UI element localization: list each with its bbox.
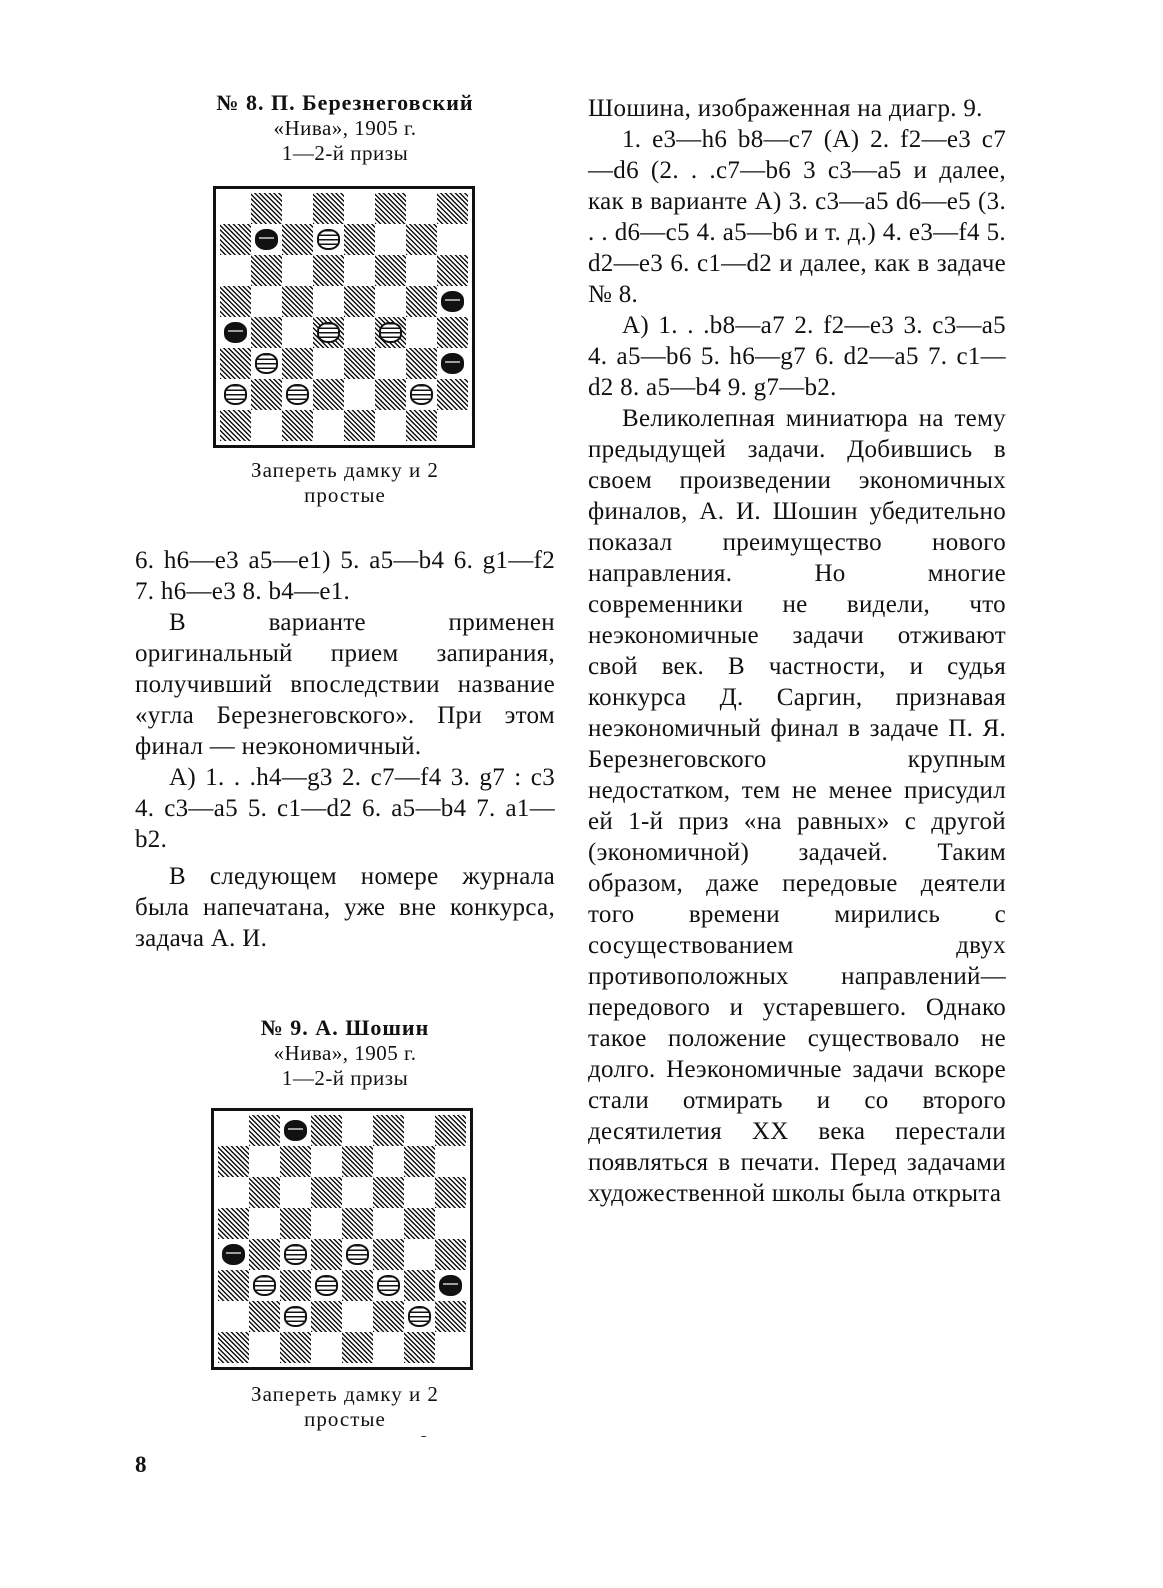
square-g7 — [404, 1146, 435, 1177]
white-checker-f4 — [379, 322, 402, 343]
square-c7 — [282, 224, 313, 255]
square-d5 — [313, 286, 344, 317]
square-e2 — [344, 379, 375, 410]
square-b7 — [251, 224, 282, 255]
square-a3 — [220, 348, 251, 379]
square-f8 — [373, 1115, 404, 1146]
square-f4 — [375, 317, 406, 348]
square-g3 — [404, 1270, 435, 1301]
square-f7 — [375, 224, 406, 255]
square-b7 — [249, 1146, 280, 1177]
square-h8 — [437, 193, 468, 224]
square-a6 — [220, 255, 251, 286]
square-f1 — [373, 1332, 404, 1363]
square-h4 — [437, 317, 468, 348]
page-number: 8 — [135, 1452, 147, 1477]
problem-8-caption-line2: простые — [304, 483, 386, 507]
square-b1 — [251, 410, 282, 441]
problem-9-caption-line1: Запереть дамку и 2 — [251, 1382, 439, 1406]
square-e8 — [342, 1115, 373, 1146]
black-checker-h3 — [439, 1275, 462, 1296]
square-e8 — [344, 193, 375, 224]
square-b4 — [251, 317, 282, 348]
square-d3 — [313, 348, 344, 379]
problem-9-header — [135, 1015, 555, 1091]
print-mark: ˉ — [421, 1433, 427, 1450]
square-e3 — [344, 348, 375, 379]
square-d4 — [313, 317, 344, 348]
square-a7 — [218, 1146, 249, 1177]
square-g6 — [404, 1177, 435, 1208]
square-a3 — [218, 1270, 249, 1301]
square-b6 — [249, 1177, 280, 1208]
square-f8 — [375, 193, 406, 224]
right-paragraph-1: Шошина, изображенная на диагр. 9. — [588, 95, 983, 122]
square-c7 — [280, 1146, 311, 1177]
left-body-text — [135, 545, 555, 954]
square-g1 — [406, 410, 437, 441]
square-d6 — [311, 1177, 342, 1208]
white-checker-a2 — [224, 384, 247, 405]
square-b5 — [249, 1208, 280, 1239]
black-checker-h3 — [441, 353, 464, 374]
square-f1 — [375, 410, 406, 441]
square-c1 — [282, 410, 313, 441]
square-g5 — [406, 286, 437, 317]
problem-9-board — [211, 1108, 473, 1370]
square-a4 — [220, 317, 251, 348]
white-checker-b3 — [253, 1275, 276, 1296]
square-d2 — [313, 379, 344, 410]
square-a1 — [218, 1332, 249, 1363]
problem-8-board — [213, 186, 475, 448]
square-e5 — [342, 1208, 373, 1239]
square-f6 — [373, 1177, 404, 1208]
square-g8 — [404, 1115, 435, 1146]
square-h3 — [437, 348, 468, 379]
square-d8 — [313, 193, 344, 224]
square-e3 — [342, 1270, 373, 1301]
problem-9-caption — [135, 1382, 555, 1432]
square-d8 — [311, 1115, 342, 1146]
right-body-text — [588, 93, 1006, 1209]
square-h1 — [435, 1332, 466, 1363]
square-a6 — [218, 1177, 249, 1208]
square-e1 — [342, 1332, 373, 1363]
square-a5 — [220, 286, 251, 317]
square-h6 — [437, 255, 468, 286]
square-a1 — [220, 410, 251, 441]
white-checker-d7 — [317, 229, 340, 250]
square-d7 — [313, 224, 344, 255]
square-f3 — [373, 1270, 404, 1301]
square-f6 — [375, 255, 406, 286]
square-b4 — [249, 1239, 280, 1270]
square-d1 — [311, 1332, 342, 1363]
square-e7 — [344, 224, 375, 255]
white-checker-g2 — [410, 384, 433, 405]
square-d1 — [313, 410, 344, 441]
square-c3 — [280, 1270, 311, 1301]
square-e4 — [344, 317, 375, 348]
square-f3 — [375, 348, 406, 379]
square-c8 — [282, 193, 313, 224]
square-a7 — [220, 224, 251, 255]
white-checker-g2 — [408, 1306, 431, 1327]
square-e6 — [344, 255, 375, 286]
square-g4 — [406, 317, 437, 348]
problem-9-source: «Нива», 1905 г. — [273, 1041, 417, 1065]
square-e2 — [342, 1301, 373, 1332]
problem-9-caption-line2: простые — [304, 1407, 386, 1431]
square-e1 — [344, 410, 375, 441]
square-c3 — [282, 348, 313, 379]
white-checker-c2 — [284, 1306, 307, 1327]
square-c5 — [282, 286, 313, 317]
square-d3 — [311, 1270, 342, 1301]
square-b2 — [251, 379, 282, 410]
square-h7 — [435, 1146, 466, 1177]
problem-8-header — [135, 90, 555, 166]
square-f2 — [375, 379, 406, 410]
square-e6 — [342, 1177, 373, 1208]
square-d4 — [311, 1239, 342, 1270]
square-c2 — [280, 1301, 311, 1332]
square-g1 — [404, 1332, 435, 1363]
square-a5 — [218, 1208, 249, 1239]
white-checker-d3 — [315, 1275, 338, 1296]
problem-8-source: «Нива», 1905 г. — [273, 116, 417, 140]
square-f2 — [373, 1301, 404, 1332]
square-a4 — [218, 1239, 249, 1270]
left-paragraph-3: А) 1. . .h4—g3 2. c7—f4 3. g7 : c3 4. c3—a5 5. c1—d2 6. a5—b4 7. a1—b2. — [135, 764, 555, 853]
square-b6 — [251, 255, 282, 286]
square-h2 — [437, 379, 468, 410]
problem-8-title: № 8. П. Березнеговский — [216, 90, 474, 115]
square-g7 — [406, 224, 437, 255]
square-c5 — [280, 1208, 311, 1239]
white-checker-d4 — [317, 322, 340, 343]
square-h7 — [437, 224, 468, 255]
square-b8 — [249, 1115, 280, 1146]
square-a2 — [218, 1301, 249, 1332]
left-paragraph-1: 6. h6—e3 a5—e1) 5. a5—b4 6. g1—f2 7. h6—e3 8. b4—e1. — [135, 547, 555, 605]
square-h5 — [435, 1208, 466, 1239]
square-h4 — [435, 1239, 466, 1270]
black-checker-a4 — [224, 322, 247, 343]
black-checker-h5 — [441, 291, 464, 312]
square-b8 — [251, 193, 282, 224]
square-h8 — [435, 1115, 466, 1146]
square-a8 — [220, 193, 251, 224]
square-b3 — [249, 1270, 280, 1301]
problem-8-grid — [220, 193, 468, 441]
square-e5 — [344, 286, 375, 317]
problem-8-caption-line1: Запереть дамку и 2 — [251, 458, 439, 482]
square-g2 — [406, 379, 437, 410]
black-checker-b7 — [255, 229, 278, 250]
square-a8 — [218, 1115, 249, 1146]
square-g8 — [406, 193, 437, 224]
square-g3 — [406, 348, 437, 379]
square-c8 — [280, 1115, 311, 1146]
square-h3 — [435, 1270, 466, 1301]
square-e4 — [342, 1239, 373, 1270]
square-c2 — [282, 379, 313, 410]
white-checker-c4 — [284, 1244, 307, 1265]
white-checker-f3 — [377, 1275, 400, 1296]
square-g5 — [404, 1208, 435, 1239]
square-c1 — [280, 1332, 311, 1363]
black-checker-c8 — [284, 1120, 307, 1141]
square-a2 — [220, 379, 251, 410]
problem-8-prize: 1—2-й призы — [281, 141, 409, 165]
left-paragraph-4: В следующем номере журнала была напечатана, уже вне конкурса, задача А. И. — [135, 863, 555, 952]
square-e7 — [342, 1146, 373, 1177]
square-c6 — [280, 1177, 311, 1208]
right-paragraph-3: А) 1. . .b8—a7 2. f2—e3 3. c3—a5 4. a5—b6 5. h6—g7 6. d2—a5 7. c1—d2 8. a5—b4 9. g7—b2. — [588, 312, 1006, 401]
square-b2 — [249, 1301, 280, 1332]
square-d2 — [311, 1301, 342, 1332]
square-f7 — [373, 1146, 404, 1177]
square-g6 — [406, 255, 437, 286]
problem-9-prize: 1—2-й призы — [281, 1066, 409, 1090]
black-checker-a4 — [222, 1244, 245, 1265]
right-paragraph-2: 1. e3—h6 b8—c7 (A) 2. f2—e3 c7—d6 (2. . .c7—b6 3 c3—a5 и далее, как в варианте А) 3. c3—a5 d6—e5 (3. . . d6—c5 4. a5—b6 и т. д.) 4. e3—f4 5. d2—e3 6. c1—d2 и далее, как в задаче № 8. — [588, 126, 1006, 308]
right-paragraph-4: Великолепная миниатюра на тему предыдущей задачи. Добившись в своем произведении экономичных финалов, А. И. Шошин убедительно показал преимущество нового направления. Но многие современники не видели, что неэкономичные задачи отживают свой век. В частности, и судья конкурса Д. Саргин, признавая неэкономичный финал в задаче П. Я. Березнеговского крупным недостатком, тем не менее присудил ей 1-й приз «на равных» с другой (экономичной) задачей. Таким образом, даже передовые деятели того времени мирились с сосуществованием двух противоположных направлений— передового и устаревшего. Однако такое положение существовало не долго. Неэкономичные задачи вскоре стали отмирать и со второго десятилетия XX века перестали появляться в печати. Перед задачами художественной школы была открыта — [588, 405, 1006, 1207]
problem-9-grid — [218, 1115, 466, 1363]
square-d7 — [311, 1146, 342, 1177]
square-c6 — [282, 255, 313, 286]
problem-8-caption — [135, 458, 555, 508]
left-paragraph-2: В варианте применен оригинальный прием запирания, получивший впоследствии название «угла Березнеговского». При этом финал — неэкономичный. — [135, 609, 555, 760]
square-c4 — [282, 317, 313, 348]
square-f4 — [373, 1239, 404, 1270]
white-checker-b3 — [255, 353, 278, 374]
square-h5 — [437, 286, 468, 317]
square-h1 — [437, 410, 468, 441]
problem-9-title: № 9. А. Шошин — [260, 1015, 430, 1040]
square-b5 — [251, 286, 282, 317]
square-g2 — [404, 1301, 435, 1332]
square-d6 — [313, 255, 344, 286]
white-checker-e4 — [346, 1244, 369, 1265]
square-f5 — [375, 286, 406, 317]
square-h2 — [435, 1301, 466, 1332]
square-c4 — [280, 1239, 311, 1270]
square-b1 — [249, 1332, 280, 1363]
square-f5 — [373, 1208, 404, 1239]
square-d5 — [311, 1208, 342, 1239]
square-b3 — [251, 348, 282, 379]
white-checker-c2 — [286, 384, 309, 405]
square-h6 — [435, 1177, 466, 1208]
square-g4 — [404, 1239, 435, 1270]
